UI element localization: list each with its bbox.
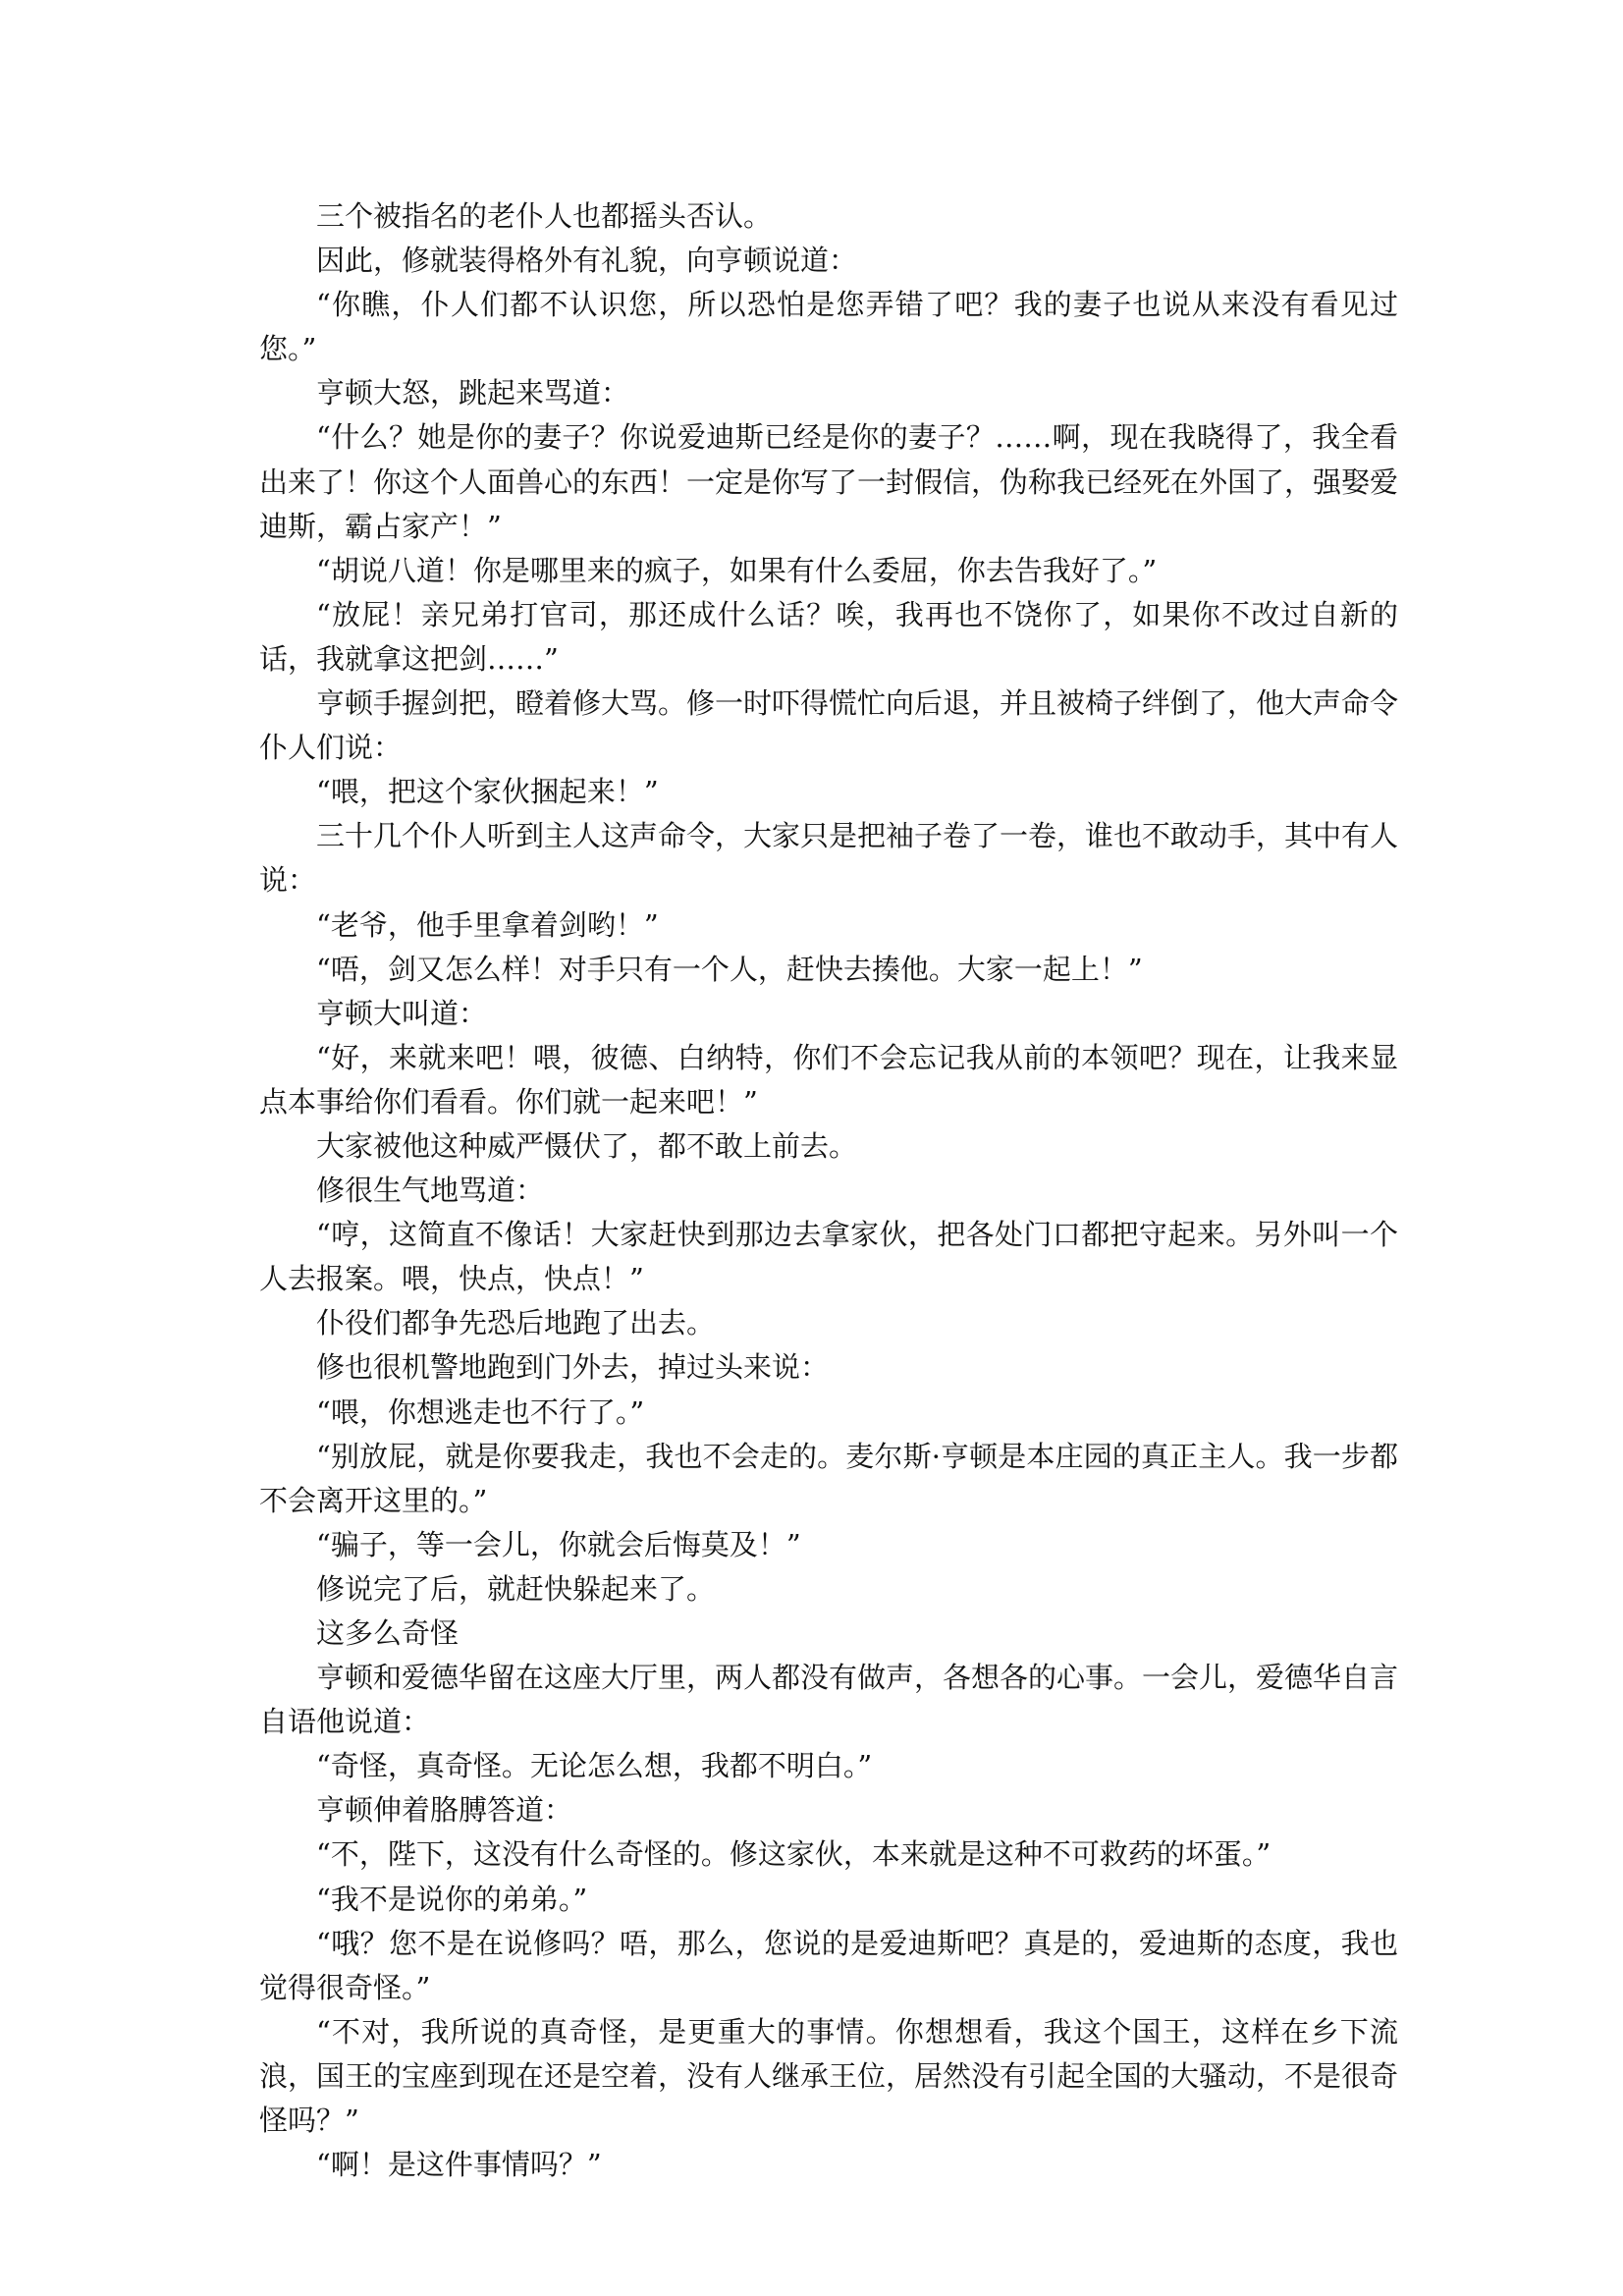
paragraph: 亨顿手握剑把，瞪着修大骂。修一时吓得慌忙向后退，并且被椅子绊倒了，他大声命令仆人们说：	[259, 686, 1399, 765]
paragraph: 修也很机警地跑到门外去，掉过头来说：	[316, 1350, 830, 1385]
paragraph: “奇怪，真奇怪。无论怎么想，我都不明白。”	[316, 1749, 873, 1783]
paragraph: “不对，我所说的真奇怪，是更重大的事情。你想想看，我这个国王，这样在乡下流浪，国王的宝座到现在还是空着，没有人继承王位，居然没有引起全国的大骚动，不是很奇怪吗？”	[259, 2014, 1399, 2138]
paragraph: “别放屁，就是你要我走，我也不会走的。麦尔斯·亨顿是本庄园的真正主人。我一步都不会离开这里的。”	[259, 1439, 1398, 1517]
paragraph: 亨顿伸着胳膊答道：	[316, 1793, 573, 1828]
paragraph: “老爷，他手里拿着剑哟！”	[316, 907, 659, 942]
paragraph: “我不是说你的弟弟。”	[316, 1882, 588, 1916]
paragraph: “哼，这简直不像话！大家赶快到那边去拿家伙，把各处门口都把守起来。另外叫一个人去报案。喂，快点，快点！”	[259, 1218, 1398, 1296]
paragraph: “哦？您不是在说修吗？唔，那么，您说的是爱迪斯吧？真是的，爱迪斯的态度，我也觉得很奇怪。”	[259, 1926, 1398, 2004]
paragraph: “喂，把这个家伙捆起来！”	[316, 775, 659, 809]
paragraph: “什么？她是你的妻子？你说爱迪斯已经是你的妻子？……啊，现在我晓得了，我全看出来了！你这个人面兽心的东西！一定是你写了一封假信，伪称我已经死在外国了，强娶爱迪斯，霸占家产！”	[259, 420, 1399, 543]
paragraph: “你瞧，仆人们都不认识您，所以恐怕是您弄错了吧？我的妻子也说从来没有看见过您。”	[259, 288, 1398, 366]
paragraph: 亨顿大怒，跳起来骂道：	[316, 376, 630, 410]
paragraph: 大家被他这种威严慑伏了，都不敢上前去。	[316, 1128, 858, 1163]
paragraph: “啊！是这件事情吗？”	[316, 2148, 602, 2182]
paragraph: “骗子，等一会儿，你就会后悔莫及！”	[316, 1527, 801, 1561]
paragraph: 修说完了后，就赶快躲起来了。	[316, 1571, 716, 1606]
paragraph: 修很生气地骂道：	[316, 1174, 545, 1208]
paragraph: 亨顿大叫道：	[316, 996, 488, 1030]
paragraph: 仆役们都争先恐后地跑了出去。	[316, 1306, 716, 1340]
paragraph: “好，来就来吧！喂，彼德、白纳特，你们不会忘记我从前的本领吧？现在，让我来显点本事给你们看看。你们就一起来吧！”	[259, 1040, 1398, 1119]
paragraph: “不，陛下，这没有什么奇怪的。修这家伙，本来就是这种不可救药的坏蛋。”	[316, 1837, 1271, 1872]
paragraph: 因此，修就装得格外有礼貌，向亨顿说道：	[316, 244, 858, 278]
paragraph: “胡说八道！你是哪里来的疯子，如果有什么委屈，你去告我好了。”	[316, 553, 1158, 587]
paragraph: “放屁！亲兄弟打官司，那还成什么话？唉，我再也不饶你了，如果你不改过自新的话，我就拿这把剑……”	[259, 597, 1398, 676]
section-heading: 这多么奇怪	[316, 1616, 460, 1650]
paragraph: 亨顿和爱德华留在这座大厅里，两人都没有做声，各想各的心事。一会儿，爱德华自言自语他说道：	[259, 1661, 1399, 1739]
paragraph: “喂，你想逃走也不行了。”	[316, 1394, 645, 1429]
body-text	[259, 194, 1398, 2187]
paragraph: 三十几个仆人听到主人这声命令，大家只是把袖子卷了一卷，谁也不敢动手，其中有人说：	[259, 819, 1399, 898]
paragraph: 三个被指名的老仆人也都摇头否认。	[316, 199, 773, 233]
paragraph: “唔，剑又怎么样！对手只有一个人，赶快去揍他。大家一起上！”	[316, 952, 1143, 986]
